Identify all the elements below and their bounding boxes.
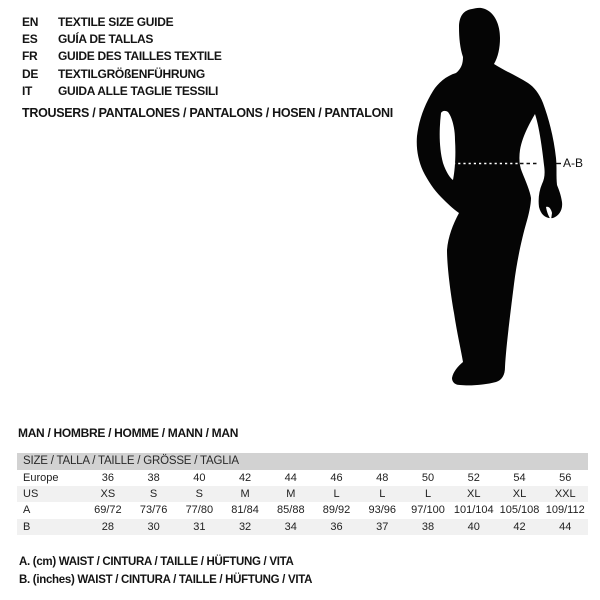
size-table: [17, 453, 588, 535]
language-label: GUIDA ALLE TAGLIE TESSILI: [58, 84, 219, 99]
table-cell: 36: [330, 520, 343, 533]
table-cell: S: [195, 488, 203, 501]
table-cell: 28: [101, 520, 114, 533]
measure-label-ab: A-B: [563, 156, 584, 170]
table-cell: XS: [100, 488, 116, 501]
size-table-body: [17, 470, 588, 535]
language-code: DE: [22, 66, 39, 81]
table-cell: 32: [238, 520, 252, 533]
table-cell: 30: [147, 520, 160, 533]
man-silhouette: [417, 8, 562, 386]
table-cell: 44: [559, 520, 572, 533]
footnote-inches: B. (inches) WAIST / CINTURA / TAILLE / HÜFTUNG / VITA: [19, 574, 313, 586]
table-cell: 69/72: [94, 504, 122, 517]
table-cell: XL: [512, 488, 527, 501]
table-section-heading: MAN / HOMBRE / HOMME / MANN / MAN: [18, 426, 239, 440]
language-label: GUIDE DES TAILLES TEXTILE: [58, 49, 222, 64]
table-cell: M: [240, 488, 250, 501]
table-cell: 93/96: [368, 504, 397, 517]
table-cell: 48: [376, 472, 389, 485]
table-row: [17, 486, 588, 502]
language-label: GUÍA DE TALLAS: [58, 32, 154, 47]
table-cell: 38: [147, 472, 160, 485]
table-cell: 42: [513, 520, 526, 533]
row-label: Europe: [23, 472, 59, 485]
table-cell: 42: [238, 472, 252, 485]
row-label: B: [23, 520, 31, 533]
table-cell: 50: [421, 472, 435, 485]
table-cell: 54: [513, 472, 526, 485]
table-cell: 44: [284, 472, 297, 485]
table-cell: 31: [193, 520, 206, 533]
table-row: [17, 502, 588, 518]
language-label: TEXTILGRÖßENFÜHRUNG: [58, 66, 205, 81]
table-cell: 52: [467, 472, 480, 485]
table-cell: 46: [330, 472, 343, 485]
table-cell: 56: [559, 472, 572, 485]
language-code: FR: [22, 49, 38, 64]
language-code: ES: [22, 32, 38, 47]
table-cell: 81/84: [231, 504, 259, 517]
table-cell: 85/88: [277, 504, 305, 517]
footnote-cm: A. (cm) WAIST / CINTURA / TAILLE / HÜFTUNG / VITA: [19, 556, 294, 568]
table-cell: 40: [193, 472, 206, 485]
table-cell: XXL: [554, 488, 576, 501]
table-cell: M: [286, 488, 296, 501]
table-row: [17, 470, 588, 486]
language-code: EN: [22, 14, 39, 29]
size-table-header: SIZE / TALLA / TAILLE / GRÖSSE / TAGLIA: [17, 453, 588, 470]
table-cell: 89/92: [322, 504, 351, 517]
table-cell: S: [149, 488, 158, 501]
table-row: [17, 519, 588, 535]
table-cell: 37: [376, 520, 389, 533]
product-heading: TROUSERS / PANTALONES / PANTALONS / HOSEN / PANTALONI: [22, 106, 393, 120]
table-cell: XL: [467, 488, 481, 501]
table-cell: 34: [284, 520, 297, 533]
table-cell: 109/112: [545, 504, 585, 517]
footnotes: [19, 553, 312, 589]
table-cell: 101/104: [453, 504, 494, 517]
table-cell: L: [333, 488, 340, 501]
table-cell: 77/80: [185, 504, 214, 517]
row-label: A: [23, 504, 31, 517]
table-cell: 40: [467, 520, 480, 533]
row-label: US: [23, 488, 39, 501]
table-cell: L: [424, 488, 432, 501]
table-cell: 105/108: [499, 504, 540, 517]
language-label: TEXTILE SIZE GUIDE: [58, 14, 174, 29]
language-code: IT: [22, 84, 33, 99]
table-cell: 97/100: [411, 504, 445, 517]
table-cell: 38: [421, 520, 435, 533]
table-cell: 73/76: [139, 504, 168, 517]
table-cell: 36: [101, 472, 114, 485]
table-cell: L: [379, 488, 386, 501]
